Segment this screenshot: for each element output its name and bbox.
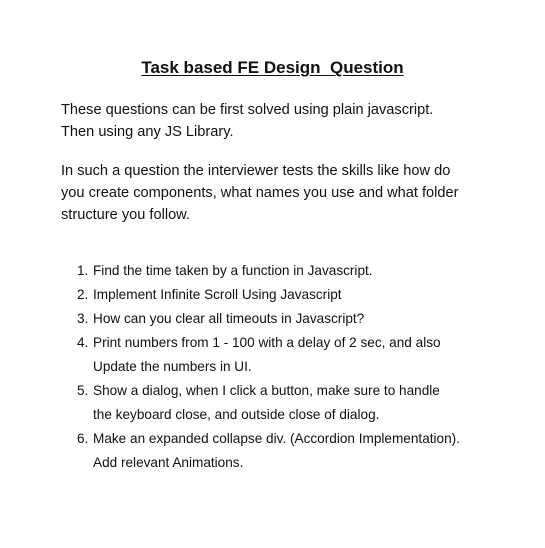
list-item-text (93, 307, 364, 331)
list-item-text (93, 331, 441, 379)
list-item-line: How can you clear all timeouts in Javascript? (93, 311, 365, 326)
intro-paragraph (61, 99, 501, 143)
list-item-line: Show a dialog, when I click a button, make sure to handle (93, 383, 440, 398)
list-number: 1. (77, 263, 89, 278)
list-number: 2. (77, 287, 89, 302)
list-item-line: Print numbers from 1 - 100 with a delay of 2 sec, and also (93, 335, 441, 350)
list-item-line: Add relevant Animations. (93, 455, 244, 470)
list-item (77, 283, 460, 307)
list-item-line: Implement Infinite Scroll Using Javascript (93, 287, 342, 302)
paragraph-line: These questions can be first solved using plain javascript. (61, 102, 434, 118)
document-title: Task based FE Design Question (141, 58, 404, 77)
list-number: 5. (77, 383, 89, 398)
list-item (77, 259, 460, 283)
interviewer-paragraph (61, 160, 501, 226)
list-item-text (93, 259, 373, 283)
list-item (77, 427, 460, 475)
paragraph-line: In such a question the interviewer tests the skills like how do (61, 163, 451, 179)
list-item-text (93, 379, 440, 427)
list-item-line: Find the time taken by a function in Javascript. (93, 263, 373, 278)
list-item (77, 307, 460, 331)
list-item-line: Make an expanded collapse div. (Accordion Implementation). (93, 431, 460, 446)
list-item-line: Update the numbers in UI. (93, 359, 252, 374)
list-number: 4. (77, 335, 89, 350)
list-item-line: the keyboard close, and outside close of dialog. (93, 407, 380, 422)
list-item (77, 379, 460, 427)
list-item (77, 331, 460, 379)
list-number: 3. (77, 311, 89, 326)
list-item-text (93, 283, 342, 307)
paragraph-line: you create components, what names you use and what folder (61, 185, 459, 201)
paragraph-line: structure you follow. (61, 207, 190, 223)
list-item-text (93, 427, 460, 475)
task-list (77, 259, 460, 475)
paragraph-line: Then using any JS Library. (61, 124, 234, 140)
list-number: 6. (77, 431, 89, 446)
